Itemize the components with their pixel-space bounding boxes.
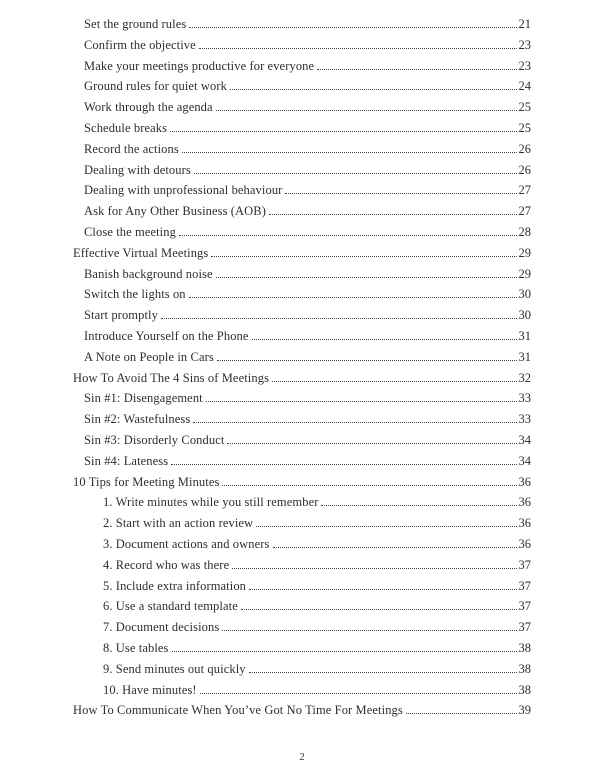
dot-leader [222,630,516,631]
toc-entry [73,388,531,409]
toc-list [73,14,531,721]
toc-entry [73,14,531,35]
dot-leader [217,360,517,361]
toc-entry-label: Sin #3: Disorderly Conduct [84,432,225,447]
toc-entry-label: 1. Write minutes while you still remember [103,495,319,510]
dot-leader [189,297,517,298]
toc-entry-page: 36 [518,474,531,489]
toc-entry-page: 28 [518,224,531,239]
toc-entry-page: 36 [518,495,531,510]
dot-leader [206,401,517,402]
dot-leader [193,422,516,423]
toc-entry [73,347,531,368]
dot-leader [172,651,517,652]
toc-entry-label: 6. Use a standard template [103,599,238,614]
toc-entry-page: 29 [518,266,531,281]
dot-leader [285,193,516,194]
toc-entry [73,118,531,139]
toc-entry [73,305,531,326]
toc-entry-label: Start promptly [84,308,158,323]
toc-entry-label: 3. Document actions and owners [103,536,270,551]
toc-entry [73,700,531,721]
toc-entry [73,472,531,493]
toc-entry-label: A Note on People in Cars [84,349,214,364]
dot-leader [227,443,516,444]
dot-leader [189,27,516,28]
toc-entry-label: 2. Start with an action review [103,516,254,531]
toc-entry [73,368,531,389]
toc-entry [73,409,531,430]
toc-entry-label: Close the meeting [84,224,176,239]
toc-entry-label: Dealing with unprofessional behaviour [84,183,283,198]
toc-entry-page: 21 [518,17,531,31]
toc-entry-page: 31 [518,349,531,364]
toc-entry-page: 23 [518,58,531,73]
toc-entry-label: How To Avoid The 4 Sins of Meetings [73,370,270,385]
toc-entry-page: 38 [518,640,531,655]
toc-entry-page: 26 [518,162,531,177]
toc-entry [73,576,531,597]
dot-leader [321,505,516,506]
dot-leader [182,152,517,153]
toc-entry-page: 23 [518,37,531,52]
toc-entry-label: Record the actions [84,141,179,156]
toc-entry-page: 25 [518,100,531,115]
toc-entry-label: 5. Include extra information [103,578,247,593]
toc-entry [73,97,531,118]
toc-entry [73,430,531,451]
page-number-footer: 2 [299,751,305,763]
toc-entry-label: Schedule breaks [84,120,168,135]
toc-entry-page: 33 [518,391,531,406]
toc-entry-label: Sin #4: Lateness [84,453,169,468]
dot-leader [171,464,516,465]
toc-entry-page: 38 [518,682,531,697]
toc-entry-page: 39 [518,703,531,718]
dot-leader [406,713,517,714]
dot-leader [194,173,517,174]
toc-entry-label: Sin #1: Disengagement [84,391,203,406]
toc-entry [73,680,531,701]
toc-entry-label: Sin #2: Wastefulness [84,412,191,427]
toc-entry [73,222,531,243]
toc-entry [73,534,531,555]
toc-entry [73,264,531,285]
toc-entry [73,659,531,680]
dot-leader [272,381,516,382]
dot-leader [252,339,517,340]
toc-entry [73,76,531,97]
toc-entry-page: 37 [518,599,531,614]
dot-leader [269,214,516,215]
toc-entry-label: Make your meetings productive for everyone [84,58,315,73]
toc-entry-page: 26 [518,141,531,156]
toc-entry [73,326,531,347]
dot-leader [230,89,517,90]
dot-leader [249,672,517,673]
dot-leader [241,609,517,610]
toc-entry [73,35,531,56]
toc-entry-page: 34 [518,432,531,447]
dot-leader [216,110,517,111]
toc-entry-label: Set the ground rules [84,17,187,31]
toc-entry-label: Ground rules for quiet work [84,79,227,94]
dot-leader [249,589,516,590]
toc-entry-label: 8. Use tables [103,640,169,655]
dot-leader [211,256,516,257]
toc-entry-label: 4. Record who was there [103,557,230,572]
dot-leader [161,318,517,319]
toc-entry [73,513,531,534]
toc-entry-label: 7. Document decisions [103,620,220,635]
toc-entry-page: 30 [518,308,531,323]
toc-entry [73,555,531,576]
toc-entry-label: Effective Virtual Meetings [73,245,209,260]
toc-entry-label: Banish background noise [84,266,213,281]
dot-leader [199,48,517,49]
dot-leader [200,693,517,694]
toc-entry-page: 24 [518,79,531,94]
toc-entry-label: Dealing with detours [84,162,191,177]
toc-entry-page: 30 [518,287,531,302]
toc-entry-label: Work through the agenda [84,100,213,115]
toc-entry [73,160,531,181]
dot-leader [256,526,516,527]
toc-entry [73,451,531,472]
toc-entry-page: 25 [518,120,531,135]
dot-leader [216,277,517,278]
toc-entry-page: 37 [518,557,531,572]
toc-entry-page: 38 [518,661,531,676]
toc-entry-page: 27 [518,204,531,219]
toc-entry [73,243,531,264]
dot-leader [273,547,517,548]
toc-entry-page: 33 [518,412,531,427]
toc-entry-label: Ask for Any Other Business (AOB) [84,204,267,219]
toc-entry [73,638,531,659]
toc-entry-label: How To Communicate When You’ve Got No Time For Meetings [73,703,403,718]
toc-entry-label: Introduce Yourself on the Phone [84,328,249,343]
toc-entry [73,492,531,513]
toc-entry-label: 10 Tips for Meeting Minutes [73,474,220,489]
dot-leader [232,568,516,569]
toc-entry-page: 32 [518,370,531,385]
toc-entry-page: 37 [518,578,531,593]
dot-leader [222,485,516,486]
toc-entry-page: 37 [518,620,531,635]
dot-leader [317,69,516,70]
toc-entry [73,139,531,160]
toc-entry [73,201,531,222]
toc-entry-label: Switch the lights on [84,287,186,302]
toc-entry-label: 10. Have minutes! [103,682,197,697]
dot-leader [170,131,516,132]
toc-entry-label: Confirm the objective [84,37,196,52]
toc-entry-page: 29 [518,245,531,260]
toc-entry-page: 36 [518,536,531,551]
toc-entry [73,56,531,77]
toc-entry-page: 31 [518,328,531,343]
dot-leader [179,235,517,236]
toc-entry-page: 34 [518,453,531,468]
toc-entry [73,284,531,305]
toc-entry [73,596,531,617]
toc-entry [73,180,531,201]
toc-entry-label: 9. Send minutes out quickly [103,661,246,676]
toc-entry [73,617,531,638]
toc-entry-page: 27 [518,183,531,198]
toc-entry-page: 36 [518,516,531,531]
